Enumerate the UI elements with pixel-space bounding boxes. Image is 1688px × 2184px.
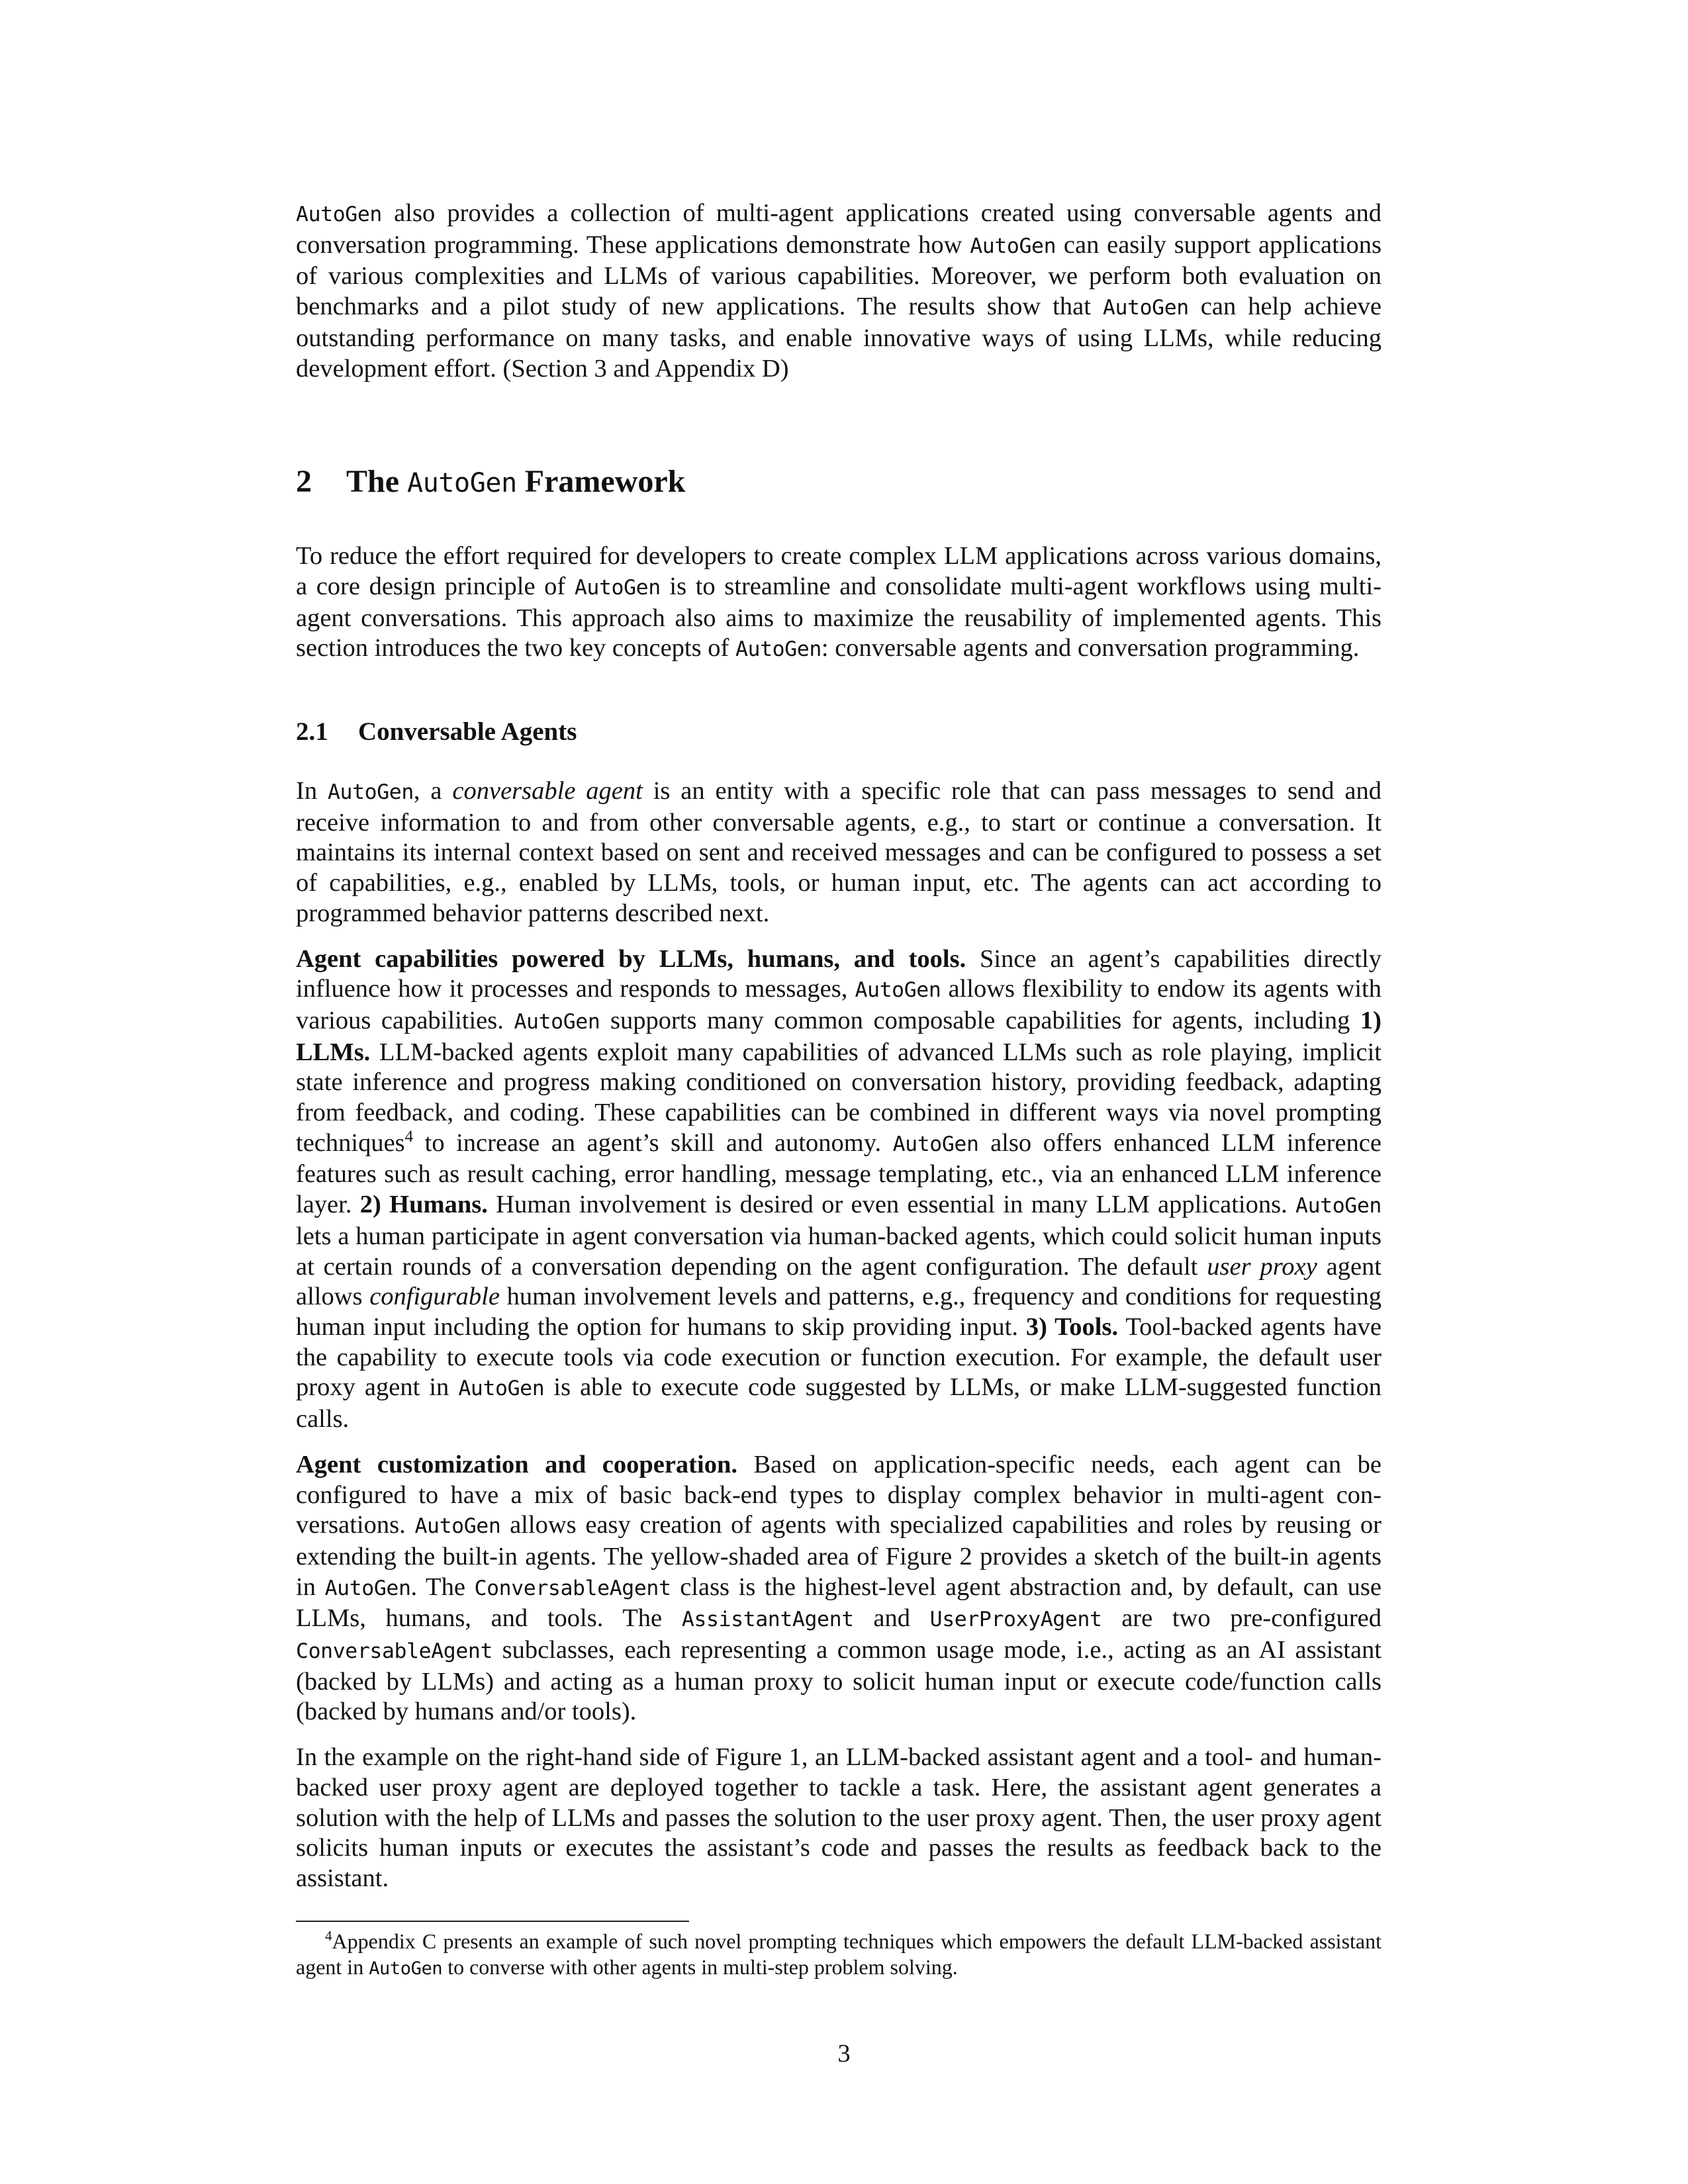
agent-customization-paragraph: Agent customization and cooperation. Based on application-specific needs, each agent can be configured to have a mix of basic back-end types to display complex behavior in multi-agent conversations. AutoGen allows easy creation of agents with specialized capabilities and roles by reusing or extending the built-in agents. The yellow-shaded area of Figure 2 provides a sketch of the built-in agents in AutoGen. The ConversableAgent class is the highest-level agent abstraction and, by default, can use LLMs, humans, and tools. The AssistantAgent and UserProxyAgent are two pre-configured ConversableAgent subclasses, each representing a common usage mode, i.e., acting as an AI assistant (backed by LLMs) and acting as a human proxy to solicit human input or execute code/function calls (backed by humans and/or tools). (296, 1450, 1382, 1726)
conversable-agent-paragraph: In AutoGen, a conversable agent is an entity with a specific role that can pass messages to send and receive information to and from other conversable agents, e.g., to start or continue a conversation. It maintains its internal context based on sent and received messages and can be configured to possess a set of capabilities, e.g., enabled by LLMs, tools, or human input, etc. The agents can act according to programmed behavior patterns described next. (296, 777, 1382, 927)
intro-paragraph: AutoGen also provides a collection of multi-agent applications created using conversable agents and conversation programming. These applications demonstrate how AutoGen can easily support applications of various complexities and LLMs of various capabilities. Moreover, we perform both evaluation on benchmarks and a pilot study of new applications. The results show that AutoGen can help achieve outstanding performance on many tasks, and enable innovative ways of using LLMs, while reducing development effort. (Section 3 and Appendix D) (296, 199, 1382, 383)
section-2-paragraph: To reduce the effort required for developers to create complex LLM applications across various domains, a core design principle of AutoGen is to streamline and consolidate multi-agent workflows using multi-agent conversations. This approach also aims to maximize the reusability of implemented agents. This section introduces the two key concepts of AutoGen: conversable agents and conversation programming. (296, 542, 1382, 662)
subsection-number: 2.1 (296, 717, 328, 747)
section-2-heading: 2 The AutoGen Framework (296, 464, 686, 500)
agent-capabilities-paragraph: Agent capabilities powered by LLMs, humans, and tools. Since an agent’s capabilities directly influence how it processes and responds to messages, AutoGen allows flexibility to endow its agents with various capabilities. AutoGen supports many common composable capabilities for agents, including 1) LLMs. LLM-backed agents exploit many capabilities of advanced LLMs such as role playing, implicit state inference and progress making conditioned on conversation history, providing feedback, adapting from feedback, and coding. These capabilities can be combined in different ways via novel prompting techniques$^4$ to increase an agent’s skill and autonomy. AutoGen also offers enhanced LLM inference features such as result caching, error handling, message templating, etc., via an enhanced LLM inference layer. 2) Humans. Human involvement is desired or even essential in many LLM applications. AutoGen lets a human participate in agent conversation via human-backed agents, which could solicit human inputs at certain rounds of a conversation depending on the agent configuration. The default user proxy agent allows configurable human involvement levels and patterns, e.g., frequency and conditions for requesting human input including the option for humans to skip providing input. 3) Tools. Tool-backed agents have the capability to execute tools via code execution or function execution. For example, the default user proxy agent in AutoGen is able to execute code suggested by LLMs, or make LLM-suggested function calls. (296, 944, 1382, 1433)
page-body (296, 199, 1382, 1894)
footnote-reference[interactable]: 4 (404, 1127, 414, 1146)
footnote: $^4$Appendix C presents an example of such novel prompting techniques which empowers the default LLM-backed assistant agent in AutoGen to converse with other agents in multi-step problem solving. (296, 1928, 1382, 1979)
section-2-1-heading: 2.1 Conversable Agents (296, 717, 577, 747)
footnote-mark: 4 (325, 1928, 332, 1944)
section-number: 2 (296, 464, 312, 500)
footnote-rule (296, 1921, 689, 1922)
page-number: 3 (837, 2040, 851, 2068)
example-paragraph: In the example on the right-hand side of Figure 1, an LLM-backed assistant agent and a tool- and human-backed user proxy agent are deployed together to tackle a task. Here, the assistant agent generates a solution with the help of LLMs and passes the solution to the user proxy agent. Then, the user proxy agent solicits human inputs or executes the assistant’s code and passes the results as feedback back to the assistant. (296, 1743, 1382, 1892)
